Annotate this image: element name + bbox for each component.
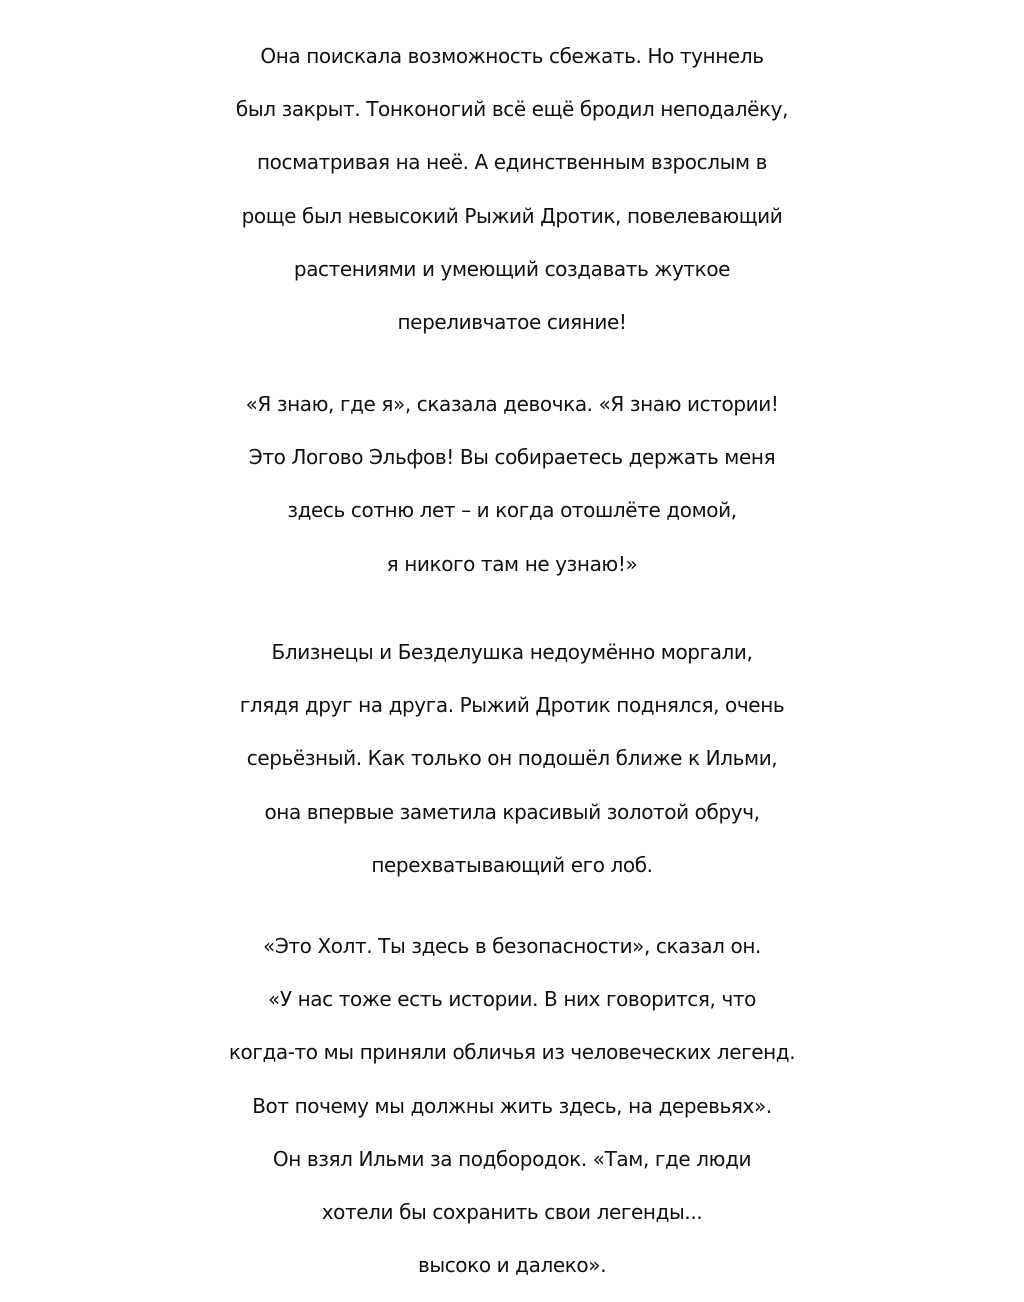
paragraph-twins-blink (0, 626, 1024, 892)
text-line: растениями и умеющий создавать жуткое (293, 256, 731, 281)
text-line: Он взял Ильми за подбородок. «Там, где люди (272, 1146, 752, 1171)
text-line: был закрыт. Тонконогий всё ещё бродил неподалёку, (235, 97, 789, 122)
paragraph-holt-speech (0, 920, 1024, 1292)
text-line: перехватывающий его лоб. (371, 852, 653, 877)
text-line: Она поискала возможность сбежать. Но туннель (260, 44, 764, 68)
text-line: посматривая на неё. А единственным взрослым в (256, 150, 768, 175)
paragraph-escape (0, 30, 1024, 349)
text-line: она впервые заметила красивый золотой обруч, (264, 799, 760, 824)
text-line: Вот почему мы должны жить здесь, на деревьях». (252, 1093, 772, 1118)
paragraph-girl-speech (0, 378, 1024, 591)
text-line: переливчатое сияние! (397, 309, 627, 334)
text-line: Близнецы и Безделушка недоумённо моргали, (271, 640, 753, 664)
text-line: «Я знаю, где я», сказала девочка. «Я знаю истории! (245, 392, 779, 416)
text-line: высоко и далеко». (417, 1253, 607, 1278)
text-line: «У нас тоже есть истории. В них говорится, что (268, 987, 756, 1012)
text-line: когда-то мы приняли обличья из человеческих легенд. (228, 1040, 796, 1065)
text-line: серьёзный. Как только он подошёл ближе к Ильми, (246, 746, 778, 771)
text-line: Это Логово Эльфов! Вы собираетесь держать меня (248, 445, 776, 470)
text-line: роще был невысокий Рыжий Дротик, повелевающий (241, 203, 783, 228)
text-line: здесь сотню лет – и когда отошлёте домой, (287, 498, 737, 523)
text-line: хотели бы сохранить свои легенды... (321, 1199, 703, 1224)
text-line: я никого там не узнаю!» (386, 551, 638, 576)
text-line: «Это Холт. Ты здесь в безопасности», сказал он. (263, 934, 761, 958)
text-line: глядя друг на друга. Рыжий Дротик поднялся, очень (239, 693, 785, 718)
